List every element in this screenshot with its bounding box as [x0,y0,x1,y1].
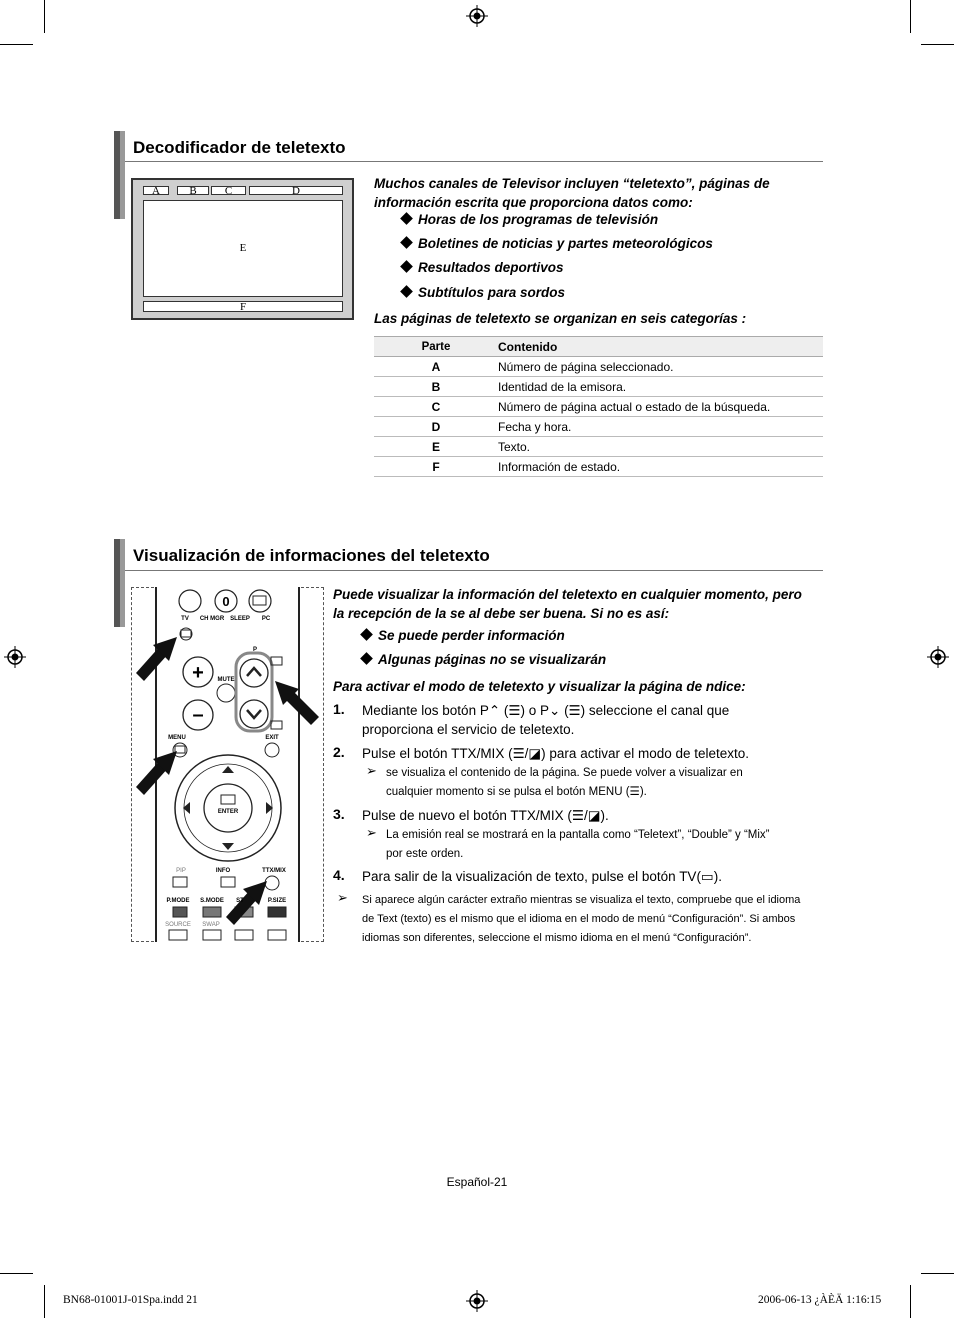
bullet-item: Algunas páginas no se visualizarán [362,652,606,667]
crop-mark [0,1273,33,1274]
crop-mark [921,44,954,45]
exit-button-label: EXIT [265,735,279,741]
table-row [374,417,823,437]
parts-table [374,336,823,477]
note-arrow-icon: ➢ [366,763,377,778]
note-text: por este orden. [386,848,464,860]
note-text: Si aparece algún carácter extraño mientras se visualiza el texto, compruebe que el idioma [362,894,801,906]
bullet-item: Subtítulos para sordos [402,285,565,300]
note-arrow-icon: ➢ [366,825,377,840]
diagram-label-a: A [143,186,169,195]
sleep-button-label: SLEEP [230,616,250,622]
teletext-diagram [131,178,354,320]
step-number: 4. [333,867,345,883]
mute-button-label: MUTE [217,677,235,683]
table-cell: Número de página actual o estado de la búsqueda. [498,397,823,417]
section-bar [120,131,125,219]
svg-text:+: + [192,662,204,684]
crop-mark [0,44,33,45]
table-row [374,457,823,477]
psize-button-label: P.SIZE [267,898,287,904]
table-cell: C [374,397,498,417]
intro-text: Muchos canales de Televisor incluyen “teletexto”, páginas de información escrita que proporciona datos como: [374,176,770,210]
intro-text: Puede visualizar la información del teletexto en cualquier momento, pero la recepción de la se al debe ser buena. Si no es así: [333,587,802,621]
table-cell: D [374,417,498,437]
section-bar [120,539,125,627]
diagram-label-d: D [249,186,343,195]
enter-button[interactable]: ENTER [217,809,239,815]
smode-button-label: S.MODE [200,898,224,904]
step-number: 2. [333,744,345,760]
note-text: La emisión real se mostrará en la pantalla como “Teletext”, “Double” y “Mix” [386,829,770,841]
registration-mark-icon [4,646,26,668]
section-title: Visualización de informaciones del teletexto [133,546,490,565]
file-slug: BN68-01001J-01Spa.indd 21 [63,1294,198,1306]
step-number: 3. [333,806,345,822]
section-rule [125,570,823,571]
table-cell: Número de página seleccionado. [498,357,823,377]
ttxmix-button-label: TTX/MIX [262,868,286,874]
page-number: Español-21 [446,1175,508,1189]
p-button-label: P [252,647,257,653]
diagram-label-b: B [177,186,209,195]
note-text: se visualiza el contenido de la página. Se puede volver a visualizar en [386,767,743,779]
swap-button-label: SWAP [202,922,220,928]
table-cell: Fecha y hora. [498,417,823,437]
table-cell: Información de estado. [498,457,823,477]
remote-control-drawing [131,587,324,942]
st-button-label: ST [236,898,244,904]
pip-button-label: PIP [176,868,186,874]
crop-mark [44,0,45,33]
table-cell: Texto. [498,437,823,457]
activate-line: Para activar el modo de teletexto y visualizar la página de ndice: [333,679,746,694]
table-header: Contenido [498,337,823,357]
table-cell: A [374,357,498,377]
table-cell: B [374,377,498,397]
step-text: Para salir de la visualización de texto, pulse el botón TV(▭). [362,869,722,884]
pmode-button-label: P.MODE [166,898,190,904]
date-slug: 2006-06-13 ¿ÀÈÄ 1:16:15 [758,1294,882,1306]
step-text: Pulse de nuevo el botón TTX/MIX (☰/◪). [362,808,609,823]
categories-line: Las páginas de teletexto se organizan en seis categorías : [374,311,747,326]
crop-mark [44,1285,45,1318]
source-button-label: SOURCE [165,922,191,928]
registration-mark-icon [466,1290,488,1312]
step-text: proporciona el servicio de teletexto. [362,722,575,737]
bullet-item: Se puede perder información [362,628,565,643]
note-text: cualquier momento si se pulsa el botón MENU (☰). [386,786,647,798]
menu-button-label: MENU [168,735,186,741]
tv-button-label: TV [181,616,189,622]
zero-button[interactable]: 0 [222,594,230,609]
bullet-item: Horas de los programas de televisión [402,212,658,227]
crop-mark [910,0,911,33]
section-title: Decodificador de teletexto [133,138,346,157]
registration-mark-icon [466,5,488,27]
table-row [374,377,823,397]
section-rule [125,161,823,162]
info-button-label: INFO [215,868,231,874]
diagram-label-f: F [143,301,343,312]
crop-mark [910,1285,911,1318]
pc-button-label: PC [261,616,271,622]
crop-mark [921,1273,954,1274]
note-arrow-icon: ➢ [337,890,348,905]
table-header: Parte [374,337,498,357]
table-row [374,437,823,457]
table-cell: F [374,457,498,477]
table-cell: E [374,437,498,457]
diagram-label-e: E [143,200,343,297]
step-text: Mediante los botón P⌃ (☰) o P⌄ (☰) seleccione el canal que [362,703,730,718]
note-text: idiomas son diferentes, seleccione el mismo idioma en el menú “Configuración”. [362,932,752,944]
bullet-item: Resultados deportivos [402,260,564,275]
step-text: Pulse el botón TTX/MIX (☰/◪) para activar el modo de teletexto. [362,746,750,761]
chmgr-button-label: CH MGR [199,616,225,622]
table-cell: Identidad de la emisora. [498,377,823,397]
svg-text:–: – [192,704,204,726]
table-row [374,357,823,377]
bullet-item: Boletines de noticias y partes meteorológicos [402,236,713,251]
table-header-row [374,337,823,357]
table-row [374,397,823,417]
step-number: 1. [333,701,345,717]
note-text: de Text (texto) es el mismo que el idioma en el modo de menú “Configuración”. Si ambos [362,913,796,925]
registration-mark-icon [927,646,949,668]
diagram-label-c: C [211,186,246,195]
